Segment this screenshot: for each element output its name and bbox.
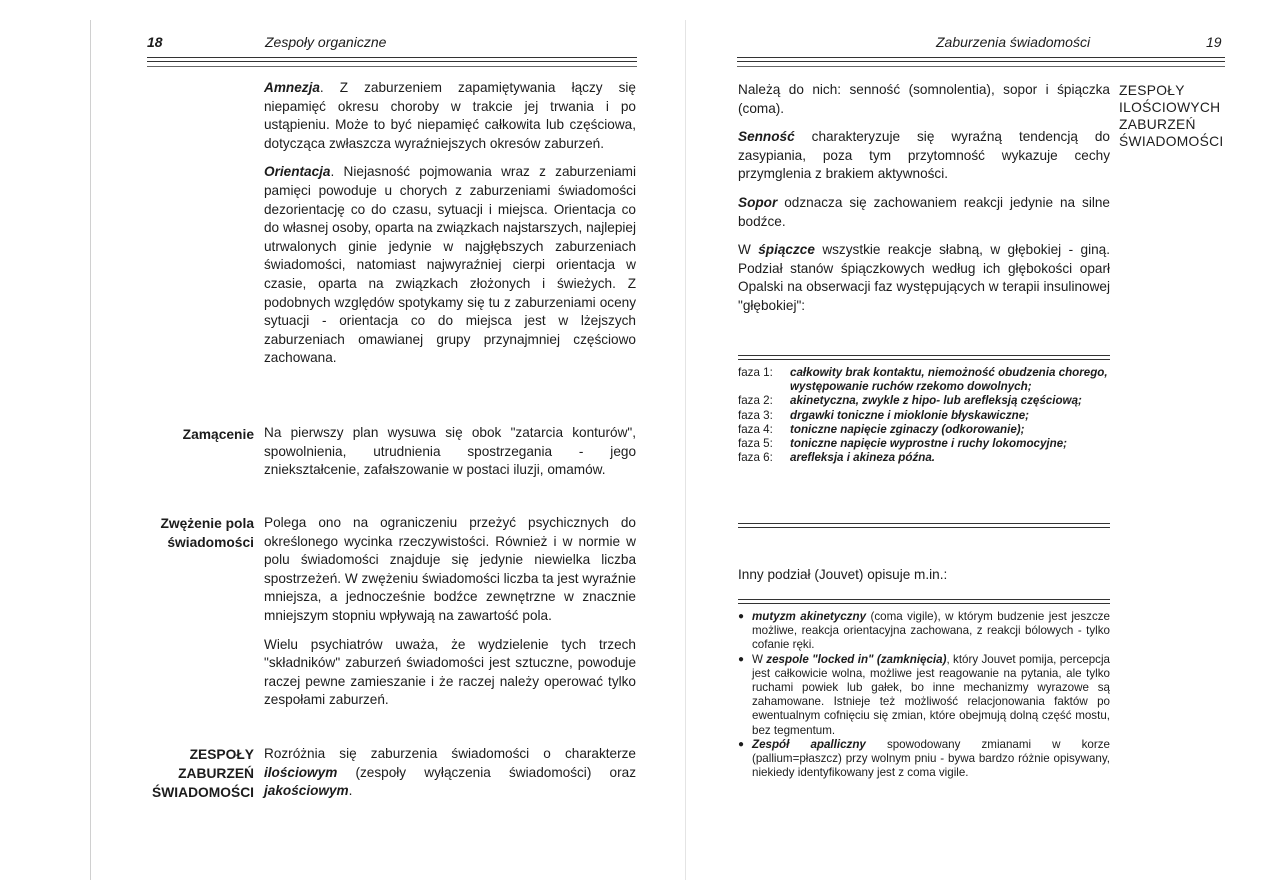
bullet-text bbox=[752, 738, 1110, 781]
right-page-number: 19 bbox=[1206, 34, 1222, 50]
phase-item bbox=[738, 409, 1110, 423]
phase-item bbox=[738, 366, 1110, 394]
left-main-column bbox=[264, 79, 636, 378]
jouvet-intro-block bbox=[738, 566, 1110, 595]
bullet-term: zespole "locked in" (zamknięcia) bbox=[766, 652, 947, 666]
phases-list bbox=[738, 366, 1110, 465]
bullet-dot-icon: ● bbox=[738, 653, 745, 665]
phase-label: faza 6: bbox=[738, 451, 773, 465]
zwezenie-text: Polega ono na ograniczeniu przeżyć psychicznych do określonego wycinka rzeczywistości. Również i w normie w polu świadomości znajduje się jedynie niewielka liczba spostrzeżeń. W zwężeniu świadomości liczba ta jest wyraźnie mniejsza, a jednocześnie bodźce zewnętrzne w znacznie mniejszym stopniu wpływają na zawartość pola. bbox=[264, 515, 636, 623]
phase-label: faza 1: bbox=[738, 366, 773, 379]
right-main-column bbox=[738, 81, 1110, 326]
spiaczka-text: wszystkie reakcje słabną, w głębokiej - giną. Podział stanów śpiączkowych według ich głębokości oparł Opalski na obserwacji faz występujących w terapii insulinowej "głębokiej": bbox=[738, 242, 1111, 313]
amnezja-text: . Z zaburzeniem zapamiętywania łączy się niepamięć okresu choroby w trakcie jej trwania i po ustąpieniu. Może to być niepamięć całkowita lub częściowa, dotycząca zwłaszcza wyraźniejszych okresów zaburzeń. bbox=[264, 80, 636, 151]
zespoly-side-line-3: ŚWIADOMOŚCI bbox=[152, 785, 254, 800]
sennosc-text: charakteryzuje się wyraźną tendencją do zasypiania, poza tym przytomność wykazuje cechy przymglenia z brakiem aktywności. bbox=[738, 129, 1110, 182]
left-header-rule-thin bbox=[147, 66, 637, 67]
bullet-item bbox=[738, 738, 1110, 781]
jouvet-intro: Inny podział (Jouvet) opisuje m.in.: bbox=[738, 567, 948, 582]
sennosc-paragraph bbox=[738, 128, 1110, 184]
sopor-paragraph bbox=[738, 194, 1110, 231]
phase-label: faza 5: bbox=[738, 437, 773, 451]
phase-label: faza 4: bbox=[738, 422, 773, 436]
spiaczka-paragraph bbox=[738, 241, 1110, 315]
phase-text: całkowity brak kontaktu, niemożność obudzenia chorego, występowanie ruchów rzekomo dowolnych; bbox=[790, 366, 1108, 394]
zwezenie-side-line-2: świadomości bbox=[167, 535, 254, 550]
phase-label: faza 3: bbox=[738, 408, 773, 422]
zwezenie-side-line-1: Zwężenie pola bbox=[160, 516, 254, 531]
zespoly-side-line-1: ZESPOŁY bbox=[189, 747, 254, 762]
wielu-text: Wielu psychiatrów uważa, że wydzielenie tych trzech "składników" zaburzeń świadomości jest sztuczne, powoduje raczej pewne zamieszanie i że raczej należy operować tylko zespołami zaburzeń. bbox=[264, 636, 636, 708]
zamacenie-side-heading: Zamącenie bbox=[182, 427, 254, 442]
zespoly-text-1: Rozróżnia się zaburzenia świadomości o charakterze bbox=[264, 746, 636, 761]
bullet-body: spowodowany zmianami w korze (pallium=płaszcz) przy wolnym pniu - bywa bardzo różnie opisywany, niekiedy identyfikowany jest z coma vigile. bbox=[752, 737, 1110, 780]
zespoly-text bbox=[264, 745, 636, 801]
right-header-rule-thin bbox=[737, 66, 1225, 67]
bullets-list bbox=[738, 610, 1110, 780]
phase-text: akinetyczna, zwykle z hipo- lub arefleksją częściową; bbox=[790, 394, 1082, 408]
amnezja-paragraph bbox=[264, 79, 636, 153]
phase-text: toniczne napięcie zginaczy (odkorowanie); bbox=[790, 422, 1025, 436]
orientacja-text: . Niejasność pojmowania wraz z zaburzeniami pamięci powoduje u chorych z zaburzeniami świadomości dezorientację co do czasu, sytuacji i miejsca. Orientacja co do własnej osoby, oparta na związkach najstarszych, najlepiej utrwalonych ginie jedynie w najgłębszych zaburzeniach świadomości, natomiast najwyraźniej cierpi orientacja w czasie, oparta na związkach złożonych i świeżych. Z podobnych względów spotykamy się tu z zaburzeniami oceny sytuacji - orientacja co do miejsca jest w lżejszych zaburzeniach omawianej grupy przynajmniej częściowo zachowana. bbox=[264, 164, 636, 366]
amnezja-term: Amnezja bbox=[264, 80, 320, 95]
zespoly-side-heading bbox=[110, 745, 254, 802]
right-side-line-3: ZABURZEŃ bbox=[1119, 117, 1196, 132]
zespoly-block bbox=[264, 745, 636, 811]
phase-text: arefleksja i akineza późna. bbox=[790, 451, 935, 465]
intro-text: Należą do nich: senność (somnolentia), sopor i śpiączka (coma). bbox=[738, 82, 1110, 116]
right-side-line-1: ZESPOŁY bbox=[1119, 83, 1185, 98]
zespoly-text-2: (zespoły wyłączenia świadomości) oraz bbox=[337, 764, 636, 780]
phase-text: toniczne napięcie wyprostne i ruchy lokomocyjne; bbox=[790, 437, 1068, 451]
zwezenie-block bbox=[264, 514, 636, 720]
zespoly-text-3: . bbox=[348, 783, 353, 799]
bullet-term: Zespół apalliczny bbox=[752, 737, 866, 751]
phases-bottom-rule bbox=[738, 523, 1110, 528]
zespoly-em-2: jakościowym bbox=[264, 783, 349, 799]
bullet-pre: W bbox=[752, 652, 767, 666]
bullet-item bbox=[738, 610, 1110, 653]
right-side-line-2: ILOŚCIOWYCH bbox=[1119, 100, 1221, 115]
phases-top-rule bbox=[738, 355, 1110, 360]
phase-item bbox=[738, 394, 1110, 408]
right-side-heading bbox=[1119, 82, 1259, 150]
spiaczka-term: śpiączce bbox=[758, 242, 815, 258]
orientacja-term: Orientacja bbox=[264, 164, 331, 180]
sopor-term: Sopor bbox=[738, 194, 778, 210]
scan-gutter bbox=[685, 20, 686, 880]
phase-item bbox=[738, 437, 1110, 451]
sopor-text: odznacza się zachowaniem reakcji jedynie na silne bodźce. bbox=[738, 194, 1110, 229]
zespoly-side-line-2: ZABURZEŃ bbox=[178, 766, 254, 781]
bullet-dot-icon: ● bbox=[738, 738, 745, 750]
sennosc-term: Senność bbox=[738, 129, 795, 145]
bullet-text bbox=[752, 653, 1110, 738]
spiaczka-pre: W bbox=[738, 242, 759, 258]
left-header-title: Zespoły organiczne bbox=[265, 34, 387, 50]
phase-label: faza 2: bbox=[738, 394, 773, 408]
bullet-item bbox=[738, 653, 1110, 738]
right-header-title: Zaburzenia świadomości bbox=[936, 34, 1091, 50]
bullet-body: , który Jouvet pomija, percepcja jest całkowicie wolna, możliwe jest reagowanie na pytania, ale tylko ruchami powiek lub gałek, bo inne mechanizmy wyrazowe są zahamowane. Istnieje też możliwość relacjonowania faktów po ewentualnym cofnięciu się zmian, które obejmują dolną część mostu, bez tegmentum. bbox=[752, 652, 1110, 737]
bullet-dot-icon: ● bbox=[738, 611, 745, 622]
right-side-line-4: ŚWIADOMOŚCI bbox=[1119, 134, 1224, 149]
zamacenie-block bbox=[264, 424, 636, 490]
bullet-term: mutyzm akinetyczny bbox=[752, 610, 867, 623]
left-page-number: 18 bbox=[147, 34, 163, 50]
left-header-rule bbox=[147, 57, 637, 62]
scan-edge-left bbox=[90, 20, 91, 880]
bullets-top-rule bbox=[738, 599, 1110, 604]
zespoly-em-1: ilościowym bbox=[264, 764, 338, 780]
right-header-rule bbox=[737, 57, 1225, 62]
zwezenie-side-heading bbox=[120, 514, 254, 552]
orientacja-paragraph bbox=[264, 163, 636, 368]
phase-item bbox=[738, 423, 1110, 437]
phase-item bbox=[738, 451, 1110, 465]
phase-text: drgawki toniczne i mioklonie błyskawiczne; bbox=[790, 408, 1030, 422]
bullet-body: (coma vigile), w którym budzenie jest jeszcze możliwe, reakcja orientacyjna zachowana, z reakcji bólowych - tylko cofanie ręki. bbox=[752, 610, 1110, 652]
bullet-text bbox=[752, 610, 1110, 653]
zamacenie-text: Na pierwszy plan wysuwa się obok "zatarcia konturów", spowolnienia, utrudnienia spostrzegania - jego zniekształcenie, zafałszowanie w postaci iluzji, omamów. bbox=[264, 425, 636, 478]
